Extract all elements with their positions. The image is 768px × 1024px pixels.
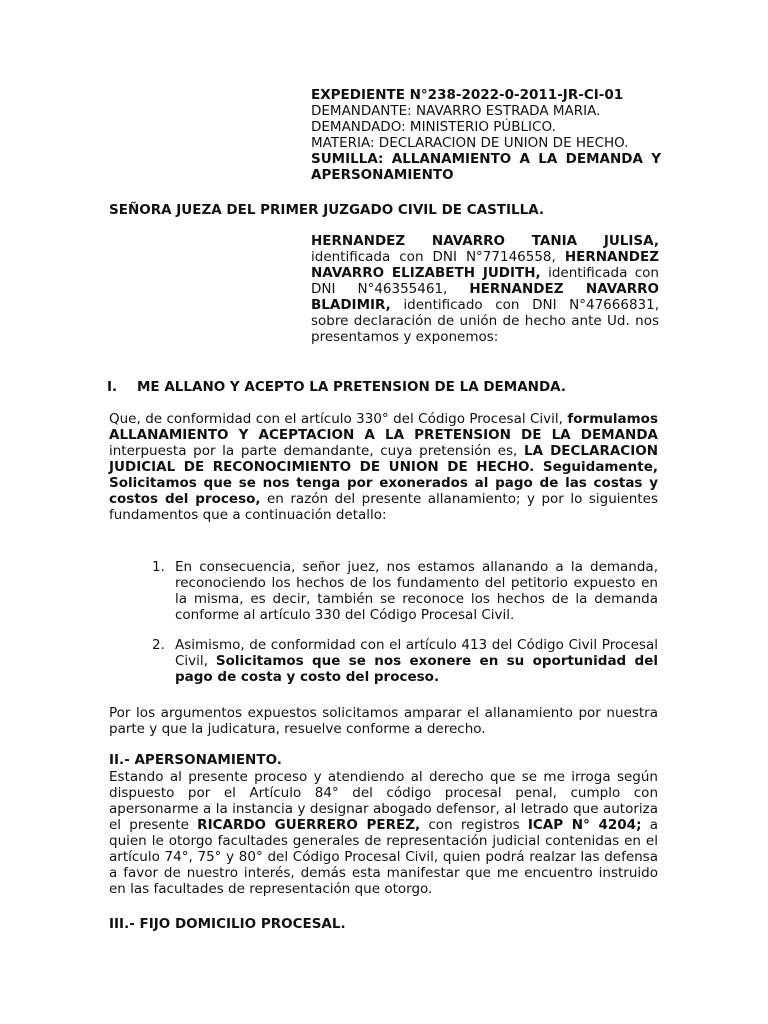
text-run: a quien le otorgo facultades generales de representación judicial contenidas en el artículo 74°, 75° y 80° del Código Procesal Civil, quien podrá realzar las defensa a favor de nuestro interés, demás esta manifestar que me encuentro instruido en las facultades de representación que otorgo.	[109, 817, 658, 897]
registry-number: ICAP N° 4204;	[527, 817, 642, 833]
text-run: con registros	[420, 817, 528, 833]
section-2-heading: II.- APERSONAMIENTO.	[109, 752, 282, 768]
defendant: DEMANDADO: MINISTERIO PÚBLICO.	[311, 119, 556, 135]
section-1-heading	[107, 379, 566, 395]
list-item-1	[152, 559, 658, 623]
plaintiff: DEMANDANTE: NAVARRO ESTRADA MARIA.	[311, 103, 601, 119]
party-name-2: HERNANDEZ NAVARRO ELIZABETH JUDITH,	[311, 249, 659, 281]
list-item-number: 2.	[152, 637, 165, 653]
list-item-number: 1.	[152, 559, 165, 575]
text-run-bold: Solicitamos que se nos exonere en su oportunidad del pago de costa y costo del proceso.	[175, 653, 658, 685]
intro-paragraph	[311, 233, 659, 345]
section-1-paragraph	[109, 411, 658, 523]
section-2-paragraph	[109, 769, 658, 897]
party-id-1: identificada con DNI N°77146558,	[311, 249, 565, 265]
text-run: interpuesta por la parte demandante, cuya pretensión es,	[109, 443, 524, 459]
party-id-2: identificada con DNI N°46355461,	[311, 265, 659, 297]
text-run: en razón del presente allanamiento; y por lo siguientes fundamentos que a continuación detallo:	[109, 491, 658, 523]
section-1-closing-paragraph: Por los argumentos expuestos solicitamos amparar el allanamiento por nuestra parte y que la judicatura, resuelve conforme a derecho.	[109, 705, 658, 737]
section-1-title: ME ALLANO Y ACEPTO LA PRETENSION DE LA DEMANDA.	[137, 379, 566, 395]
text-run-bold: formulamos ALLANAMIENTO Y ACEPTACION A LA PRETENSION DE LA DEMANDA	[109, 411, 658, 443]
list-item-2	[152, 637, 658, 685]
case-number: EXPEDIENTE N°238-2022-0-2011-JR-CI-01	[311, 87, 624, 103]
text-run: Asimismo, de conformidad con el artículo 413 del Código Civil Procesal Civil,	[175, 637, 658, 669]
party-name-1: HERNANDEZ NAVARRO TANIA JULISA,	[311, 233, 659, 249]
list-item-text	[175, 637, 658, 685]
text-run-bold: LA DECLARACION JUDICIAL DE RECONOCIMIENTO DE UNION DE HECHO. Seguidamente, Solicitamos que se nos tenga por exonerados al pago de las costas y costos del proceso,	[109, 443, 659, 507]
list-item-text: En consecuencia, señor juez, nos estamos allanando a la demanda, reconociendo los hechos de los fundamento del petitorio expuesto en la misma, es decir, también se reconoce los hechos de la demanda conforme al artículo 330 del Código Procesal Civil.	[175, 559, 658, 623]
case-header	[311, 87, 661, 183]
addressee: SEÑORA JUEZA DEL PRIMER JUZGADO CIVIL DE CASTILLA.	[109, 202, 545, 218]
party-id-3: identificado con DNI N°47666831, sobre declaración de unión de hecho ante Ud. nos presentamos y exponemos:	[311, 297, 659, 345]
summary: SUMILLA: ALLANAMIENTO A LA DEMANDA Y APERSONAMIENTO	[311, 151, 661, 183]
party-name-3: HERNANDEZ NAVARRO BLADIMIR,	[311, 281, 659, 313]
section-3-heading: III.- FIJO DOMICILIO PROCESAL.	[109, 916, 346, 932]
text-run: Que, de conformidad con el artículo 330° del Código Procesal Civil,	[109, 411, 568, 427]
section-1-number: I.	[107, 379, 118, 395]
lawyer-name: RICARDO GUERRERO PEREZ,	[197, 817, 421, 833]
subject-matter: MATERIA: DECLARACION DE UNION DE HECHO.	[311, 135, 629, 151]
text-run: Estando al presente proceso y atendiendo al derecho que se me irroga según dispuesto por el Artículo 84° del código procesal penal, cumplo con apersonarme a la instancia y designar abogado defensor, al letrado que autoriza el presente	[109, 769, 658, 833]
